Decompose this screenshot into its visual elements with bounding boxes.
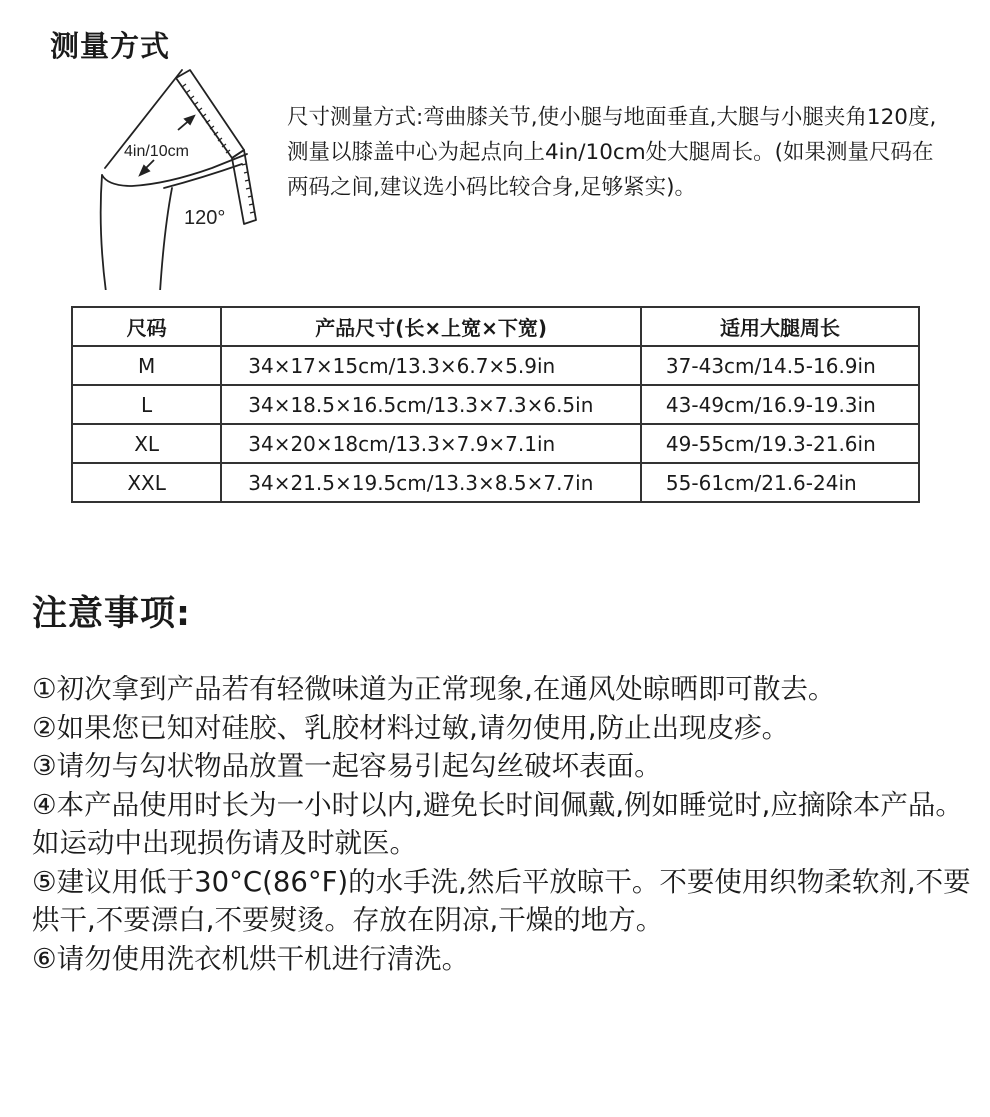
cell-thigh: 43-49cm/16.9-19.3in bbox=[641, 385, 919, 424]
diagram-distance-label: 4in/10cm bbox=[124, 143, 189, 160]
leg-measurement-diagram bbox=[72, 60, 282, 290]
cell-size: XXL bbox=[72, 463, 221, 502]
cell-size: XL bbox=[72, 424, 221, 463]
cell-dimensions: 34×18.5×16.5cm/13.3×7.3×6.5in bbox=[221, 385, 641, 424]
cell-dimensions: 34×20×18cm/13.3×7.9×7.1in bbox=[221, 424, 641, 463]
note-item: ⑤建议用低于30°C(86°F)的水手洗,然后平放晾干。不要使用织物柔软剂,不要烘干,不要漂白,不要熨烫。存放在阴凉,干燥的地方。 bbox=[32, 865, 971, 936]
diagram-angle-label: 120° bbox=[184, 207, 226, 229]
header-thigh: 适用大腿周长 bbox=[641, 307, 919, 346]
table-row bbox=[72, 463, 919, 502]
size-table bbox=[71, 306, 920, 503]
note-item: ⑥请勿使用洗衣机烘干机进行清洗。 bbox=[32, 942, 470, 975]
table-row bbox=[72, 424, 919, 463]
cell-dimensions: 34×21.5×19.5cm/13.3×8.5×7.7in bbox=[221, 463, 641, 502]
note-item: ③请勿与勾状物品放置一起容易引起勾丝破坏表面。 bbox=[32, 750, 662, 782]
cell-size: L bbox=[72, 385, 221, 424]
cell-thigh: 55-61cm/21.6-24in bbox=[641, 463, 919, 502]
cell-size: M bbox=[72, 346, 221, 385]
header-size: 尺码 bbox=[72, 307, 221, 346]
table-row bbox=[72, 385, 919, 424]
measure-title: 测量方式 bbox=[50, 29, 171, 63]
table-row bbox=[72, 346, 919, 385]
size-table-header-row bbox=[72, 307, 919, 346]
note-item: ②如果您已知对硅胶、乳胶材料过敏,请勿使用,防止出现皮疹。 bbox=[32, 711, 790, 744]
header-dimensions: 产品尺寸(长×上宽×下宽) bbox=[221, 307, 641, 346]
cell-thigh: 37-43cm/14.5-16.9in bbox=[641, 346, 919, 385]
note-item: ④本产品使用时长为一小时以内,避免长时间佩戴,例如睡觉时,应摘除本产品。如运动中出现损伤请及时就医。 bbox=[32, 788, 963, 859]
measure-description: 尺寸测量方式:弯曲膝关节,使小腿与地面垂直,大腿与小腿夹角120度,测量以膝盖中心为起点向上4in/10cm处大腿周长。(如果测量尺码在两码之间,建议选小码比较合身,足够紧实)。 bbox=[287, 105, 937, 200]
notes-list bbox=[32, 670, 977, 978]
cell-dimensions: 34×17×15cm/13.3×6.7×5.9in bbox=[221, 346, 641, 385]
notes-title: 注意事项: bbox=[32, 594, 191, 634]
note-item: ①初次拿到产品若有轻微味道为正常现象,在通风处晾晒即可散去。 bbox=[32, 673, 836, 705]
cell-thigh: 49-55cm/19.3-21.6in bbox=[641, 424, 919, 463]
